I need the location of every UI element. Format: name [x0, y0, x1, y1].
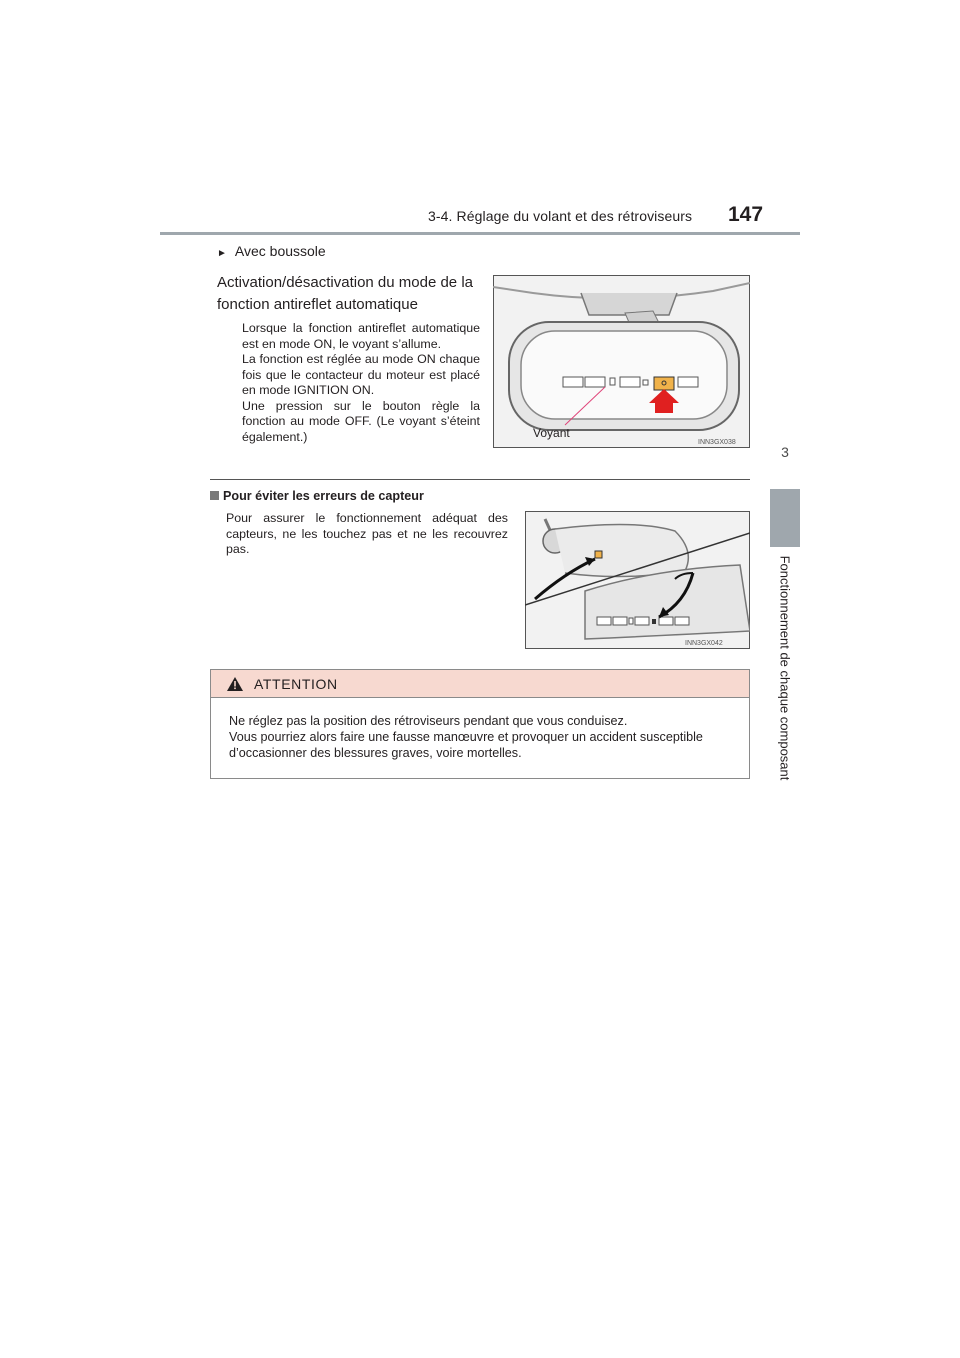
- section-title-sensor: [210, 489, 424, 503]
- section-body-antiglare: [242, 321, 480, 445]
- subsection-label-text: Avec boussole: [234, 243, 326, 259]
- warning-line: Vous pourriez alors faire une fausse manœuvre et provoquer un accident susceptible d’occasionner des blessures graves, voire mortelles.: [229, 730, 703, 760]
- figure-code: INN3GX038: [698, 439, 736, 446]
- warning-text: [229, 713, 741, 761]
- body-paragraph: Lorsque la fonction antireflet automatique est en mode ON, le voyant s’allume.: [242, 321, 480, 351]
- mirror-indicator-illustration: [493, 275, 750, 448]
- body-paragraph: La fonction est réglée au mode ON chaque fois que le contacteur du moteur est placé en mode IGNITION ON.: [242, 352, 480, 397]
- warning-line: Ne réglez pas la position des rétroviseurs pendant que vous conduisez.: [229, 714, 628, 728]
- callout-voyant: Voyant: [533, 426, 570, 440]
- running-header-section: 3-4. Réglage du volant et des rétroviseurs: [428, 208, 693, 224]
- triangle-bullet-icon: ►: [217, 248, 227, 259]
- section-title-sensor-text: Pour éviter les erreurs de capteur: [223, 489, 424, 503]
- section-title-antiglare: Activation/désactivation du mode de la fonction antireflet automatique: [217, 274, 473, 313]
- header-rule: [160, 232, 800, 235]
- figure-code: INN3GX042: [685, 640, 723, 647]
- chapter-number: 3: [781, 444, 789, 460]
- mirror-sensors-illustration: [525, 511, 750, 649]
- body-paragraph: Une pression sur le bouton règle la fonction au mode OFF. (Le voyant s’éteint également.): [242, 398, 480, 444]
- section-divider: [210, 479, 750, 480]
- subsection-label: [217, 243, 326, 259]
- page-number: 147: [728, 203, 764, 226]
- chapter-tab-marker: [770, 489, 800, 547]
- section-body-sensor: Pour assurer le fonctionnement adéquat des capteurs, ne les touchez pas et ne les recouvrez pas.: [226, 511, 508, 556]
- warning-triangle-icon: [226, 676, 244, 692]
- chapter-title-vertical: Fonctionnement de chaque composant: [777, 555, 793, 781]
- square-bullet-icon: [210, 491, 219, 500]
- warning-title: ATTENTION: [254, 676, 338, 692]
